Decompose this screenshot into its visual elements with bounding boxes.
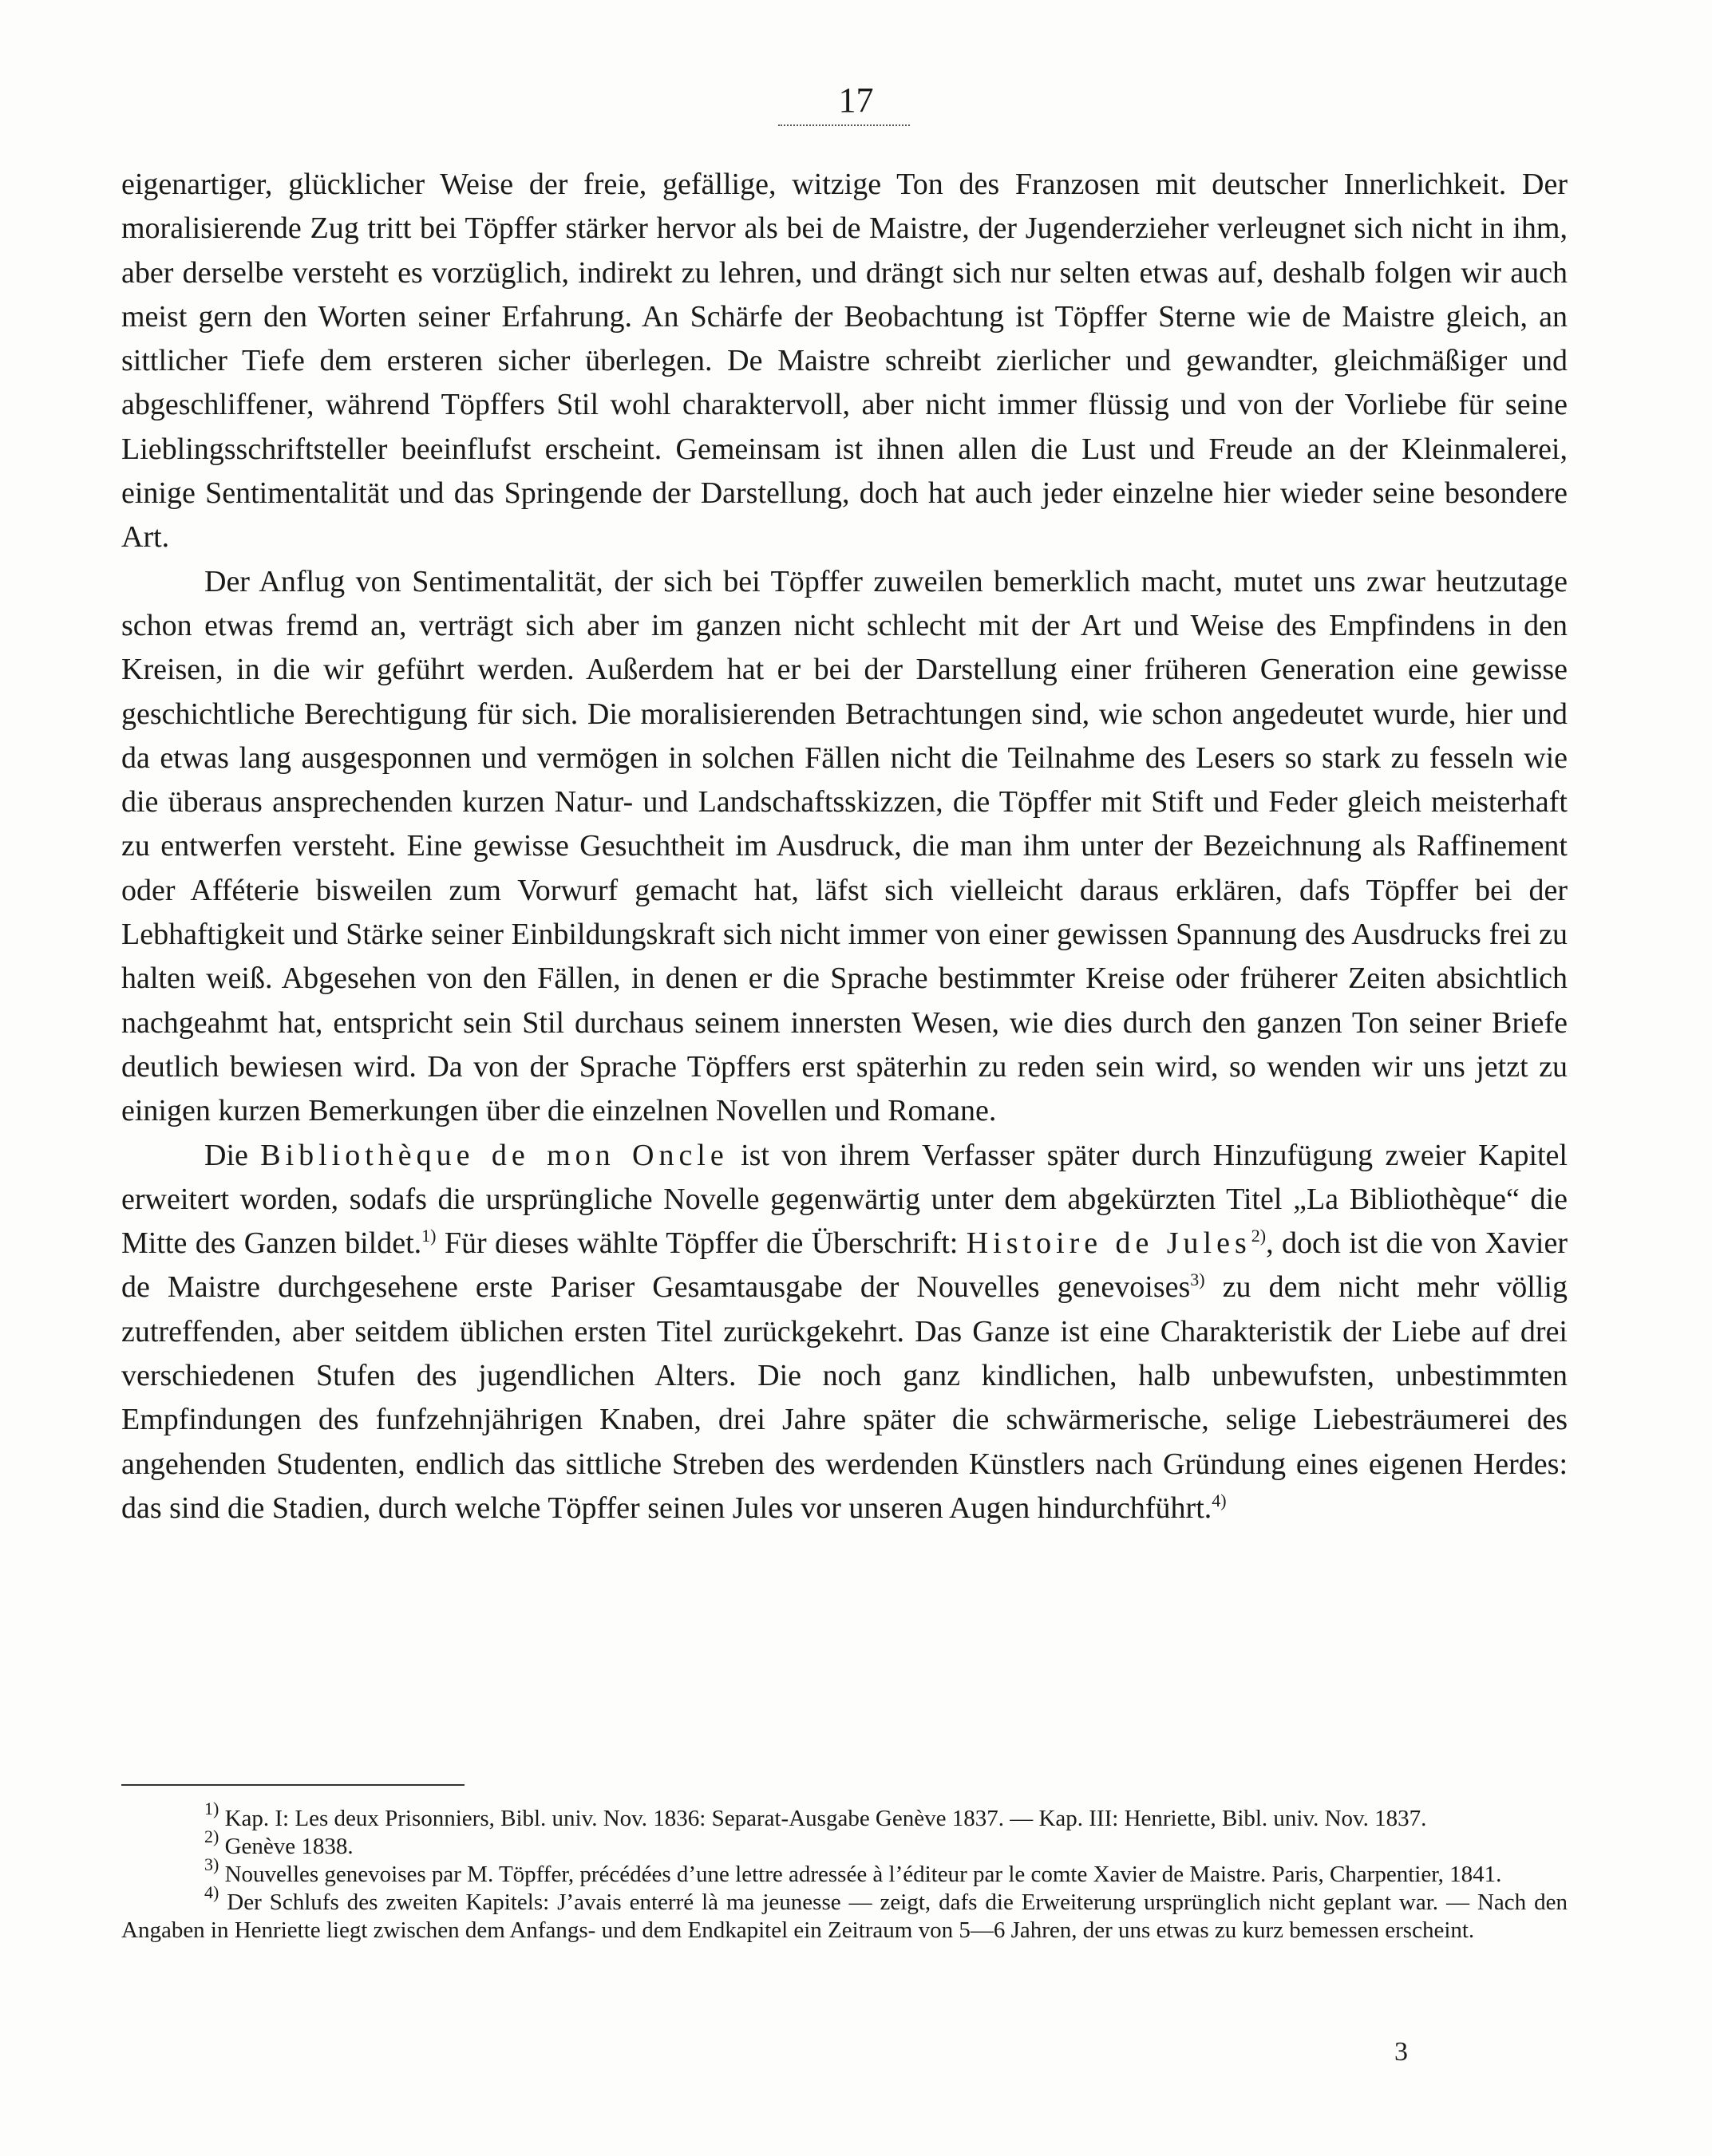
paragraph [121, 1134, 1568, 1531]
footnotes [121, 1799, 1568, 1945]
footnote-mark: 4) [204, 1882, 219, 1902]
footnote-mark: 1) [204, 1799, 219, 1818]
footnote [121, 1854, 1568, 1889]
paragraph-text: zu dem nicht mehr völlig zutreffenden, aber seitdem üblichen ersten Titel zurückgekehrt. Das Ganze ist eine Charakteristik der Liebe auf drei verschiedenen Stufen des jugendlichen Alters. Die noch ganz kindlichen, halb unbewufsten, unbestimmten Empfindungen des funfzehnjährigen Knaben, drei Jahre später die schwärmerische, selige Liebesträumerei des angehenden Studenten, endlich das sittliche Streben des werdenden Künstlers nach Gründung eines eigenen Herdes: das sind die Stadien, durch welche Töpffer seinen Jules vor unseren Augen hindurchführt. [121, 1270, 1568, 1525]
footnote [121, 1826, 1568, 1861]
footnote-text: Der Schlufs des zweiten Kapitels: J’avais enterré là ma jeunesse — zeigt, dafs die Erweiterung ursprünglich nicht geplant war. — Nach den Angaben in Henriette liegt zwischen dem Anfangs- und dem Endkapitel ein Zeitraum von 5—6 Jahren, der uns etwas zu kurz bemessen erscheint. [121, 1889, 1568, 1943]
footnote-text: Kap. I: Les deux Prisonniers, Bibl. univ. Nov. 1836: Separat-Ausgabe Genève 1837. — Kap. III: Henriette, Bibl. univ. Nov. 1837. [219, 1806, 1427, 1831]
footnote-reference: 3) [1190, 1270, 1205, 1290]
spaced-title: Bibliothèque de mon Oncle [260, 1138, 729, 1172]
footnote-separator [121, 1784, 465, 1786]
signature-mark: 3 [1394, 2037, 1408, 2067]
footnote [121, 1882, 1568, 1945]
paragraph [121, 163, 1568, 560]
footnote-text: Nouvelles genevoises par M. Töpffer, précédées d’une lettre adressée à l’éditeur par le comte Xavier de Maistre. Paris, Charpentier, 1841. [219, 1862, 1502, 1887]
footnote-reference: 4) [1212, 1490, 1227, 1510]
paragraph-text: Der Anflug von Sentimentalität, der sich bei Töpffer zuweilen bemerklich macht, mutet uns zwar heutzutage schon etwas fremd an, verträgt sich aber im ganzen nicht schlecht mit der Art und Weise des Empfindens in den Kreisen, in die wir geführt werden. Außerdem hat er bei der Darstellung einer früheren Generation eine gewisse geschichtliche Berechtigung für sich. Die moralisierenden Betrachtungen sind, wie schon angedeutet wurde, hier und da etwas lang ausgesponnen und vermögen in solchen Fällen nicht die Teilnahme des Lesers so stark zu fesseln wie die überaus ansprechenden kurzen Natur- und Landschaftsskizzen, die Töpffer mit Stift und Feder gleich meisterhaft zu entwerfen versteht. Eine gewisse Gesuchtheit im Ausdruck, die man ihm unter der Bezeichnung als Raffinement oder Afféterie bisweilen zum Vorwurf gemacht hat, läfst sich vielleicht daraus erklären, dafs Töpffer bei der Lebhaftigkeit und Stärke seiner Einbildungskraft sich nicht immer von einer gewissen Spannung des Ausdrucks frei zu halten weiß. Abgesehen von den Fällen, in denen er die Sprache bestimmter Kreise oder früherer Zeiten absichtlich nachgeahmt hat, entspricht sein Stil durchaus seinem innersten Wesen, wie dies durch den ganzen Ton seiner Briefe deutlich bewiesen wird. Da von der Sprache Töpffers erst späterhin zu reden sein wird, so wenden wir uns jetzt zu einigen kurzen Bemerkungen über die einzelnen Novellen und Romane. [121, 564, 1568, 1128]
paragraph-text: Für dieses wählte Töpffer die Überschrift: [436, 1226, 967, 1261]
footnote-mark: 2) [204, 1826, 219, 1846]
paragraph [121, 560, 1568, 1134]
spaced-title: Histoire de Jules [966, 1226, 1251, 1261]
footnote-reference: 2) [1251, 1226, 1267, 1246]
page-number-ornament [778, 124, 910, 132]
footnote-reference: 1) [421, 1226, 437, 1246]
paragraph-text: eigenartiger, glücklicher Weise der freie, gefällige, witzige Ton des Franzosen mit deutscher Innerlichkeit. Der moralisierende Zug tritt bei Töpffer stärker hervor als bei de Maistre, der Jugenderzieher verleugnet sich nicht in ihm, aber derselbe versteht es vorzüglich, indirekt zu lehren, und drängt sich nur selten etwas auf, deshalb folgen wir auch meist gern den Worten seiner Erfahrung. An Schärfe der Beobachtung ist Töpffer Sterne wie de Maistre gleich, an sittlicher Tiefe dem ersteren sicher überlegen. De Maistre schreibt zierlicher und gewandter, gleichmäßiger und abgeschliffener, während Töpffers Stil wohl charaktervoll, aber nicht immer flüssig und von der Vorliebe für seine Lieblingsschriftsteller beeinflufst erscheint. Gemeinsam ist ihnen allen die Lust und Freude an der Kleinmalerei, einige Sentimentalität und das Springende der Darstellung, doch hat auch jeder einzelne hier wieder seine besondere Art. [121, 168, 1568, 555]
footnote [121, 1799, 1568, 1833]
footnote-text: Genève 1838. [219, 1834, 354, 1859]
paragraph-text: Die [204, 1138, 261, 1172]
page-number: 17 [838, 81, 874, 120]
paragraph-text: , doch ist die von Xavier de Maistre durchgesehene erste Pariser Gesamtausgabe der Nouvelles genevoises [121, 1226, 1568, 1305]
footnote-mark: 3) [204, 1854, 219, 1874]
paragraph-text: ist von ihrem Verfasser später durch Hinzufügung zweier Kapitel erweitert worden, sodafs die ursprüngliche Novelle gegenwärtig unter dem abgekürzten Titel „La Bibliothèque“ die Mitte des Ganzen bildet. [121, 1138, 1568, 1261]
body-text [121, 163, 1568, 1530]
